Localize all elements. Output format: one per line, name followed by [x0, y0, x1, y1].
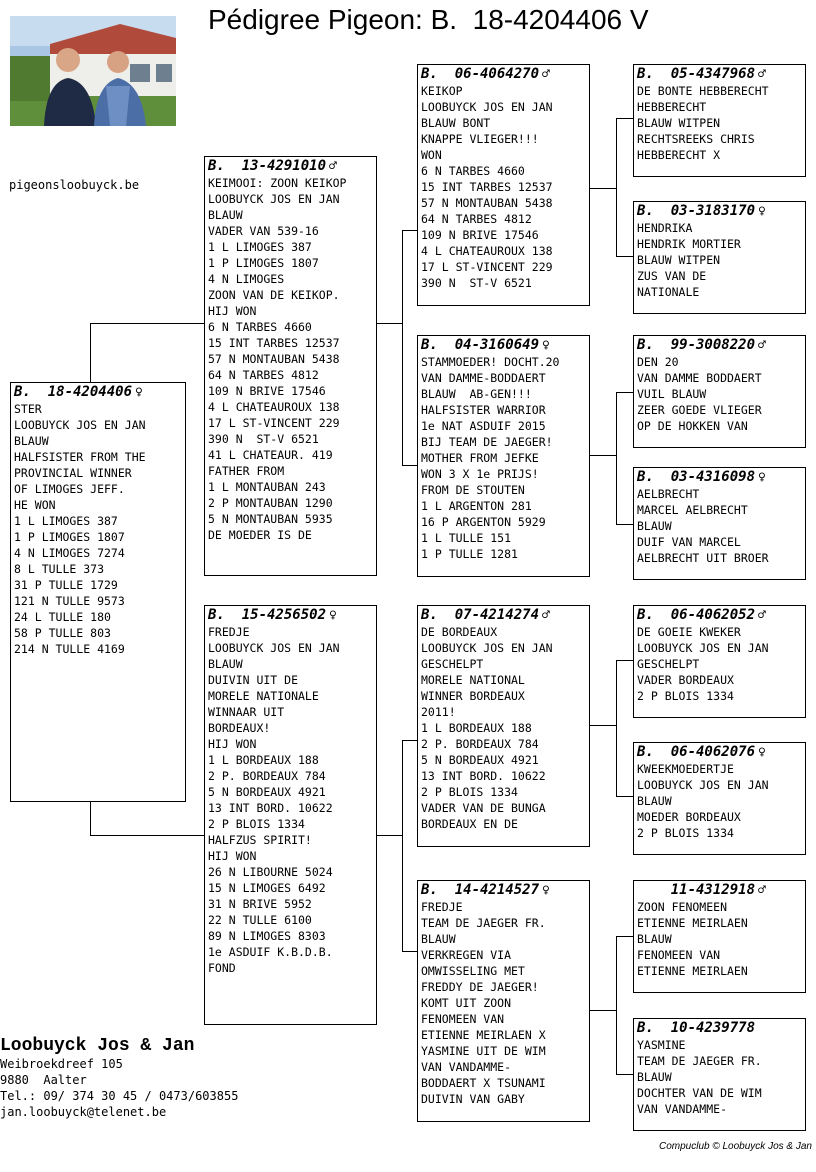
- ring-number: B. 07-4214274: [421, 607, 540, 623]
- pigeon-info-line: BLAUW: [14, 434, 49, 448]
- pigeon-info-line: 2011!: [421, 705, 456, 719]
- pigeon-info-line: 58 P TULLE 803: [14, 626, 111, 640]
- pigeon-info-line: 31 P TULLE 1729: [14, 578, 118, 592]
- pigeon-info-line: 5 N MONTAUBAN 5935: [208, 512, 333, 526]
- pigeon-info-line: 57 N MONTAUBAN 5438: [208, 352, 340, 366]
- pigeon-info-line: 22 N TULLE 6100: [208, 913, 312, 927]
- pigeon-card-header: [421, 882, 587, 899]
- pigeon-card-header: [637, 1020, 803, 1037]
- pigeon-card-header: [637, 203, 803, 220]
- pigeon-info-line: HALFSISTER FROM THE: [14, 450, 146, 464]
- pigeon-info-line: 4 L CHATEAUROUX 138: [208, 400, 340, 414]
- pigeon-info-line: AELBRECHT UIT BROER: [637, 551, 769, 565]
- pigeon-info-line: 24 L TULLE 180: [14, 610, 111, 624]
- pigeon-info-line: FREDJE: [421, 900, 463, 914]
- pigeon-info-line: 26 N LIBOURNE 5024: [208, 865, 333, 879]
- pigeon-card-lines: [637, 354, 803, 434]
- ring-number: B. 99-3008220: [637, 337, 756, 353]
- owner-city: 9880 Aalter: [0, 1073, 87, 1087]
- connector-line: [90, 835, 204, 836]
- pigeon-info-line: DE BONTE HEBBERECHT: [637, 84, 769, 98]
- connector-line: [90, 323, 204, 324]
- pigeon-info-line: HE WON: [14, 498, 56, 512]
- ring-number: B. 03-4316098: [637, 469, 756, 485]
- pigeon-info-line: MORELE NATIONALE: [208, 689, 319, 703]
- pigeon-info-line: YASMINE UIT DE WIM: [421, 1044, 546, 1058]
- female-icon: ♀: [758, 470, 766, 485]
- pigeon-info-line: GESCHELPT: [421, 657, 484, 671]
- pigeon-info-line: DE MOEDER IS DE: [208, 528, 312, 542]
- pigeon-info-line: 41 L CHATEAUR. 419: [208, 448, 333, 462]
- connector-line: [616, 936, 633, 937]
- connector-line: [616, 660, 633, 661]
- pigeon-info-line: 1e ASDUIF K.B.D.B.: [208, 945, 333, 959]
- pigeon-info-line: 1 L BORDEAUX 188: [421, 721, 532, 735]
- pigeon-info-line: BODDAERT X TSUNAMI: [421, 1076, 546, 1090]
- pigeon-info-line: VERKREGEN VIA: [421, 948, 512, 962]
- pigeon-info-line: HALFSISTER WARRIOR: [421, 403, 546, 417]
- pigeon-info-line: 1e NAT ASDUIF 2015: [421, 419, 546, 433]
- pigeon-info-line: DUIVIN VAN GABY: [421, 1092, 525, 1106]
- pigeon-info-line: KEIKOP: [421, 84, 463, 98]
- pigeon-info-line: BLAUW WITPEN: [637, 116, 721, 130]
- pigeon-card-dam-dam[interactable]: [417, 880, 590, 1122]
- pigeon-info-line: BORDEAUX!: [208, 721, 271, 735]
- pigeon-card-dam[interactable]: [204, 605, 377, 1025]
- pigeon-info-line: VADER VAN 539-16: [208, 224, 319, 238]
- pigeon-card-header: [421, 607, 587, 624]
- pigeon-info-line: 5 N BORDEAUX 4921: [421, 753, 539, 767]
- pigeon-info-line: DUIF VAN MARCEL: [637, 535, 741, 549]
- pigeon-info-line: 1 L ARGENTON 281: [421, 499, 532, 513]
- pigeon-card-ggp-6[interactable]: [633, 742, 806, 855]
- pigeon-info-line: BLAUW: [208, 657, 243, 671]
- pigeon-info-line: WINNER BORDEAUX: [421, 689, 525, 703]
- pigeon-card-lines: [421, 899, 587, 1107]
- pigeon-info-line: FATHER FROM: [208, 464, 285, 478]
- pigeon-info-line: HIJ WON: [208, 304, 257, 318]
- pigeon-card-header: [421, 337, 587, 354]
- pigeon-info-line: 390 N ST-V 6521: [421, 276, 532, 290]
- ring-number: 11-4312918: [637, 882, 756, 898]
- pigeon-info-line: VAN VANDAMME-: [637, 1102, 728, 1116]
- pigeon-info-line: KOMT UIT ZOON: [421, 996, 512, 1010]
- pigeon-info-line: VAN DAMME BODDAERT: [637, 371, 762, 385]
- connector-line: [402, 230, 403, 465]
- pigeon-info-line: YASMINE: [637, 1038, 686, 1052]
- ring-number: B. 03-3183170: [637, 203, 756, 219]
- pigeon-card-ggp-8[interactable]: [633, 1018, 806, 1131]
- pigeon-card-lines: [208, 175, 374, 543]
- ring-number: B. 06-4062052: [637, 607, 756, 623]
- owner-address: [0, 1056, 238, 1120]
- connector-line: [616, 936, 617, 1074]
- pigeon-info-line: GESCHELPT: [637, 657, 700, 671]
- pigeon-info-line: WON 3 X 1e PRIJS!: [421, 467, 539, 481]
- pigeon-info-line: KNAPPE VLIEGER!!!: [421, 132, 539, 146]
- connector-line: [377, 835, 402, 836]
- pigeon-info-line: BLAUW: [208, 208, 243, 222]
- pigeon-card-lines: [421, 83, 587, 291]
- pigeon-info-line: 390 N ST-V 6521: [208, 432, 319, 446]
- pigeon-card-ggp-1[interactable]: [633, 64, 806, 177]
- pigeon-info-line: 31 N BRIVE 5952: [208, 897, 312, 911]
- connector-line: [90, 323, 91, 382]
- pigeon-info-line: DE GOEIE KWEKER: [637, 625, 741, 639]
- pigeon-info-line: 1 L BORDEAUX 188: [208, 753, 319, 767]
- pigeon-info-line: 13 INT BORD. 10622: [421, 769, 546, 783]
- pigeon-card-ggp-7[interactable]: [633, 880, 806, 993]
- ring-number: B. 10-4239778: [637, 1020, 756, 1036]
- pigeon-card-lines: [637, 899, 803, 979]
- pigeon-card-header: [637, 337, 803, 354]
- pigeon-info-line: BORDEAUX EN DE: [421, 817, 518, 831]
- pigeon-card-header: [637, 607, 803, 624]
- connector-line: [90, 802, 91, 835]
- pigeon-info-line: 17 L ST-VINCENT 229: [421, 260, 553, 274]
- pigeon-info-line: LOOBUYCK JOS EN JAN: [14, 418, 146, 432]
- ring-number: B. 18-4204406: [14, 384, 133, 400]
- owner-name: Loobuyck Jos & Jan: [0, 1036, 195, 1056]
- pigeon-info-line: NATIONALE: [637, 285, 700, 299]
- pigeon-card-lines: [14, 401, 183, 657]
- connector-line: [616, 796, 633, 797]
- pigeon-info-line: WINNAAR UIT: [208, 705, 285, 719]
- pigeon-info-line: MORELE NATIONAL: [421, 673, 525, 687]
- pigeon-info-line: WON: [421, 148, 442, 162]
- pigeon-info-line: FROM DE STOUTEN: [421, 483, 525, 497]
- male-icon: ♂: [758, 338, 766, 353]
- pigeon-info-line: HENDRIKA: [637, 221, 693, 235]
- pigeon-card-lines: [637, 220, 803, 300]
- pigeon-info-line: 214 N TULLE 4169: [14, 642, 125, 656]
- ring-number: B. 13-4291010: [208, 158, 327, 174]
- connector-line: [616, 118, 617, 256]
- pigeon-info-line: VUIL BLAUW: [637, 387, 707, 401]
- pigeon-card-subject[interactable]: [10, 382, 186, 802]
- pigeon-info-line: KWEEKMOEDERTJE: [637, 762, 734, 776]
- pigeon-info-line: BLAUW: [421, 932, 456, 946]
- ring-number: B. 14-4214527: [421, 882, 540, 898]
- pigeon-info-line: PROVINCIAL WINNER: [14, 466, 132, 480]
- pigeon-info-line: 2 P BLOIS 1334: [421, 785, 518, 799]
- pigeon-card-header: [14, 384, 183, 401]
- pigeon-info-line: BLAUW WITPEN: [637, 253, 721, 267]
- pigeon-info-line: 1 L LIMOGES 387: [208, 240, 312, 254]
- female-icon: ♀: [758, 204, 766, 219]
- connector-line: [616, 1074, 633, 1075]
- female-icon: ♀: [542, 883, 550, 898]
- pigeon-info-line: 1 L MONTAUBAN 243: [208, 480, 326, 494]
- connector-line: [402, 740, 403, 951]
- pigeon-card-ggp-5[interactable]: [633, 605, 806, 718]
- pigeon-info-line: 2 P MONTAUBAN 1290: [208, 496, 333, 510]
- pigeon-info-line: 4 N LIMOGES: [208, 272, 285, 286]
- pigeon-info-line: ETIENNE MEIRLAEN X: [421, 1028, 546, 1042]
- pigeon-info-line: ZOON FENOMEEN: [637, 900, 728, 914]
- pigeon-info-line: DEN 20: [637, 355, 679, 369]
- pigeon-info-line: 121 N TULLE 9573: [14, 594, 125, 608]
- pigeon-info-line: FREDDY DE JAEGER!: [421, 980, 539, 994]
- pigeon-card-sire-sire[interactable]: [417, 64, 590, 306]
- pigeon-card-ggp-2[interactable]: [633, 201, 806, 314]
- pigeon-info-line: 4 L CHATEAUROUX 138: [421, 244, 553, 258]
- pigeon-info-line: BLAUW: [637, 932, 672, 946]
- pigeon-info-line: LOOBUYCK JOS EN JAN: [637, 641, 769, 655]
- ring-number: B. 15-4256502: [208, 607, 327, 623]
- pigeon-info-line: HENDRIK MORTIER: [637, 237, 741, 251]
- pigeon-info-line: 1 P LIMOGES 1807: [208, 256, 319, 270]
- female-icon: ♀: [329, 608, 337, 623]
- female-icon: ♀: [542, 338, 550, 353]
- pigeon-card-lines: [637, 83, 803, 163]
- pigeon-info-line: 2 P BLOIS 1334: [637, 689, 734, 703]
- pigeon-card-header: [208, 607, 374, 624]
- pigeon-info-line: 8 L TULLE 373: [14, 562, 105, 576]
- pigeon-info-line: LOOBUYCK JOS EN JAN: [421, 100, 553, 114]
- pigeon-info-line: DE BORDEAUX: [421, 625, 498, 639]
- pigeon-info-line: VAN VANDAMME-: [421, 1060, 512, 1074]
- connector-line: [616, 392, 617, 524]
- ring-number: B. 04-3160649: [421, 337, 540, 353]
- pigeon-info-line: 5 N BORDEAUX 4921: [208, 785, 326, 799]
- pigeon-info-line: BLAUW AB-GEN!!!: [421, 387, 532, 401]
- pigeon-card-lines: [637, 624, 803, 704]
- ring-number: B. 05-4347968: [637, 66, 756, 82]
- pigeon-info-line: VAN DAMME-BODDAERT: [421, 371, 546, 385]
- pigeon-info-line: 109 N BRIVE 17546: [421, 228, 539, 242]
- connector-line: [377, 323, 402, 324]
- connector-line: [616, 118, 633, 119]
- pigeon-card-lines: [637, 761, 803, 841]
- owner-block: [0, 1036, 238, 1120]
- pigeon-info-line: 1 L TULLE 151: [421, 531, 512, 545]
- owner-phone: Tel.: 09/ 374 30 45 / 0473/603855: [0, 1089, 239, 1103]
- pigeon-info-line: FOND: [208, 961, 236, 975]
- pigeon-info-line: DUIVIN UIT DE: [208, 673, 299, 687]
- pigeon-info-line: HIJ WON: [208, 849, 257, 863]
- pigeon-info-line: 15 INT TARBES 12537: [421, 180, 553, 194]
- pigeon-info-line: BLAUW: [637, 519, 672, 533]
- pigeon-info-line: STER: [14, 402, 42, 416]
- pigeon-info-line: ZEER GOEDE VLIEGER: [637, 403, 762, 417]
- connector-line: [402, 740, 417, 741]
- pigeon-info-line: FREDJE: [208, 625, 250, 639]
- pigeon-info-line: 15 INT TARBES 12537: [208, 336, 340, 350]
- owners-photo-image: [10, 16, 176, 126]
- pigeon-info-line: LOOBUYCK JOS EN JAN: [208, 192, 340, 206]
- pigeon-info-line: 1 P LIMOGES 1807: [14, 530, 125, 544]
- ring-number: B. 06-4064270: [421, 66, 540, 82]
- pigeon-card-dam-sire[interactable]: [417, 605, 590, 847]
- pigeon-info-line: 16 P ARGENTON 5929: [421, 515, 546, 529]
- pigeon-info-line: BLAUW: [637, 794, 672, 808]
- owner-email[interactable]: jan.loobuyck@telenet.be: [0, 1105, 167, 1119]
- connector-line: [402, 230, 417, 231]
- pigeon-info-line: 64 N TARBES 4812: [208, 368, 319, 382]
- pigeon-card-sire-dam[interactable]: [417, 335, 590, 577]
- pigeon-info-line: 1 L LIMOGES 387: [14, 514, 118, 528]
- pigeon-info-line: MARCEL AELBRECHT: [637, 503, 748, 517]
- pigeon-info-line: FENOMEEN VAN: [637, 948, 721, 962]
- pigeon-info-line: 6 N TARBES 4660: [208, 320, 312, 334]
- pigeon-card-lines: [208, 624, 374, 976]
- pigeon-card-header: [421, 66, 587, 83]
- owners-photo: [10, 16, 176, 126]
- connector-line: [402, 951, 417, 952]
- pigeon-info-line: 64 N TARBES 4812: [421, 212, 532, 226]
- pigeon-info-line: KEIMOOI: ZOON KEIKOP: [208, 176, 347, 190]
- pigeon-info-line: LOOBUYCK JOS EN JAN: [637, 778, 769, 792]
- pigeon-info-line: 15 N LIMOGES 6492: [208, 881, 326, 895]
- pigeon-card-header: [637, 882, 803, 899]
- pigeon-card-sire[interactable]: [204, 156, 377, 576]
- pigeon-info-line: LOOBUYCK JOS EN JAN: [421, 641, 553, 655]
- pigeon-info-line: 1 P TULLE 1281: [421, 547, 518, 561]
- pigeon-card-header: [208, 158, 374, 175]
- pigeon-info-line: BLAUW: [637, 1070, 672, 1084]
- pigeon-info-line: 2 P BLOIS 1334: [208, 817, 305, 831]
- pigeon-info-line: OMWISSELING MET: [421, 964, 525, 978]
- pigeon-info-line: BIJ TEAM DE JAEGER!: [421, 435, 553, 449]
- website-link[interactable]: pigeonsloobuyck.be: [9, 178, 140, 192]
- pigeon-card-lines: [421, 354, 587, 562]
- connector-line: [616, 256, 633, 257]
- pigeon-card-ggp-4[interactable]: [633, 467, 806, 580]
- pigeon-info-line: 2 P BLOIS 1334: [637, 826, 734, 840]
- pigeon-info-line: VADER VAN DE BUNGA: [421, 801, 546, 815]
- footer-credit: Compuclub © Loobuyck Jos & Jan: [658, 1141, 812, 1152]
- connector-line: [590, 455, 616, 456]
- pigeon-info-line: TEAM DE JAEGER FR.: [421, 916, 546, 930]
- ring-number: B. 06-4062076: [637, 744, 756, 760]
- pigeon-info-line: ZUS VAN DE: [637, 269, 707, 283]
- connector-line: [616, 392, 633, 393]
- pigeon-info-line: ZOON VAN DE KEIKOP.: [208, 288, 340, 302]
- pigeon-info-line: STAMMOEDER! DOCHT.20: [421, 355, 560, 369]
- pigeon-info-line: 109 N BRIVE 17546: [208, 384, 326, 398]
- page-title: Pédigree Pigeon: B. 18-4204406 V: [208, 4, 649, 35]
- pigeon-info-line: HEBBERECHT X: [637, 148, 721, 162]
- male-icon: ♂: [542, 608, 550, 623]
- pigeon-card-lines: [637, 486, 803, 566]
- pigeon-card-lines: [637, 1037, 803, 1117]
- male-icon: ♂: [329, 159, 337, 174]
- pigeon-info-line: BLAUW BONT: [421, 116, 491, 130]
- pigeon-info-line: FENOMEEN VAN: [421, 1012, 505, 1026]
- pigeon-info-line: 17 L ST-VINCENT 229: [208, 416, 340, 430]
- pigeon-info-line: OP DE HOKKEN VAN: [637, 419, 748, 433]
- pigeon-info-line: DOCHTER VAN DE WIM: [637, 1086, 762, 1100]
- pigeon-info-line: TEAM DE JAEGER FR.: [637, 1054, 762, 1068]
- pigeon-info-line: 6 N TARBES 4660: [421, 164, 525, 178]
- pigeon-info-line: OF LIMOGES JEFF.: [14, 482, 125, 496]
- pigeon-info-line: 89 N LIMOGES 8303: [208, 929, 326, 943]
- pigeon-info-line: 13 INT BORD. 10622: [208, 801, 333, 815]
- connector-line: [616, 660, 617, 796]
- pigeon-info-line: AELBRECHT: [637, 487, 700, 501]
- pigeon-info-line: HEBBERECHT: [637, 100, 707, 114]
- connector-line: [590, 188, 616, 189]
- pigeon-info-line: HIJ WON: [208, 737, 257, 751]
- connector-line: [590, 725, 616, 726]
- pigeon-info-line: 57 N MONTAUBAN 5438: [421, 196, 553, 210]
- pigeon-info-line: 2 P. BORDEAUX 784: [208, 769, 326, 783]
- connector-line: [590, 1010, 616, 1011]
- male-icon: ♂: [758, 608, 766, 623]
- pigeon-info-line: MOEDER BORDEAUX: [637, 810, 741, 824]
- pigeon-card-header: [637, 744, 803, 761]
- owner-street: Weibroekdreef 105: [0, 1057, 123, 1071]
- pigeon-info-line: ETIENNE MEIRLAEN: [637, 964, 748, 978]
- male-icon: ♂: [758, 67, 766, 82]
- pigeon-info-line: MOTHER FROM JEFKE: [421, 451, 539, 465]
- female-icon: ♀: [758, 745, 766, 760]
- connector-line: [616, 524, 633, 525]
- pigeon-info-line: HALFZUS SPIRIT!: [208, 833, 312, 847]
- pigeon-card-ggp-3[interactable]: [633, 335, 806, 448]
- male-icon: ♂: [542, 67, 550, 82]
- male-icon: ♂: [758, 883, 766, 898]
- pigeon-card-header: [637, 66, 803, 83]
- pigeon-info-line: ETIENNE MEIRLAEN: [637, 916, 748, 930]
- connector-line: [402, 465, 417, 466]
- female-icon: ♀: [135, 385, 143, 400]
- pigeon-info-line: VADER BORDEAUX: [637, 673, 734, 687]
- pigeon-card-header: [637, 469, 803, 486]
- pigeon-info-line: 2 P. BORDEAUX 784: [421, 737, 539, 751]
- pigeon-card-lines: [421, 624, 587, 832]
- pigeon-info-line: RECHTSREEKS CHRIS: [637, 132, 755, 146]
- pigeon-info-line: 4 N LIMOGES 7274: [14, 546, 125, 560]
- pigeon-info-line: LOOBUYCK JOS EN JAN: [208, 641, 340, 655]
